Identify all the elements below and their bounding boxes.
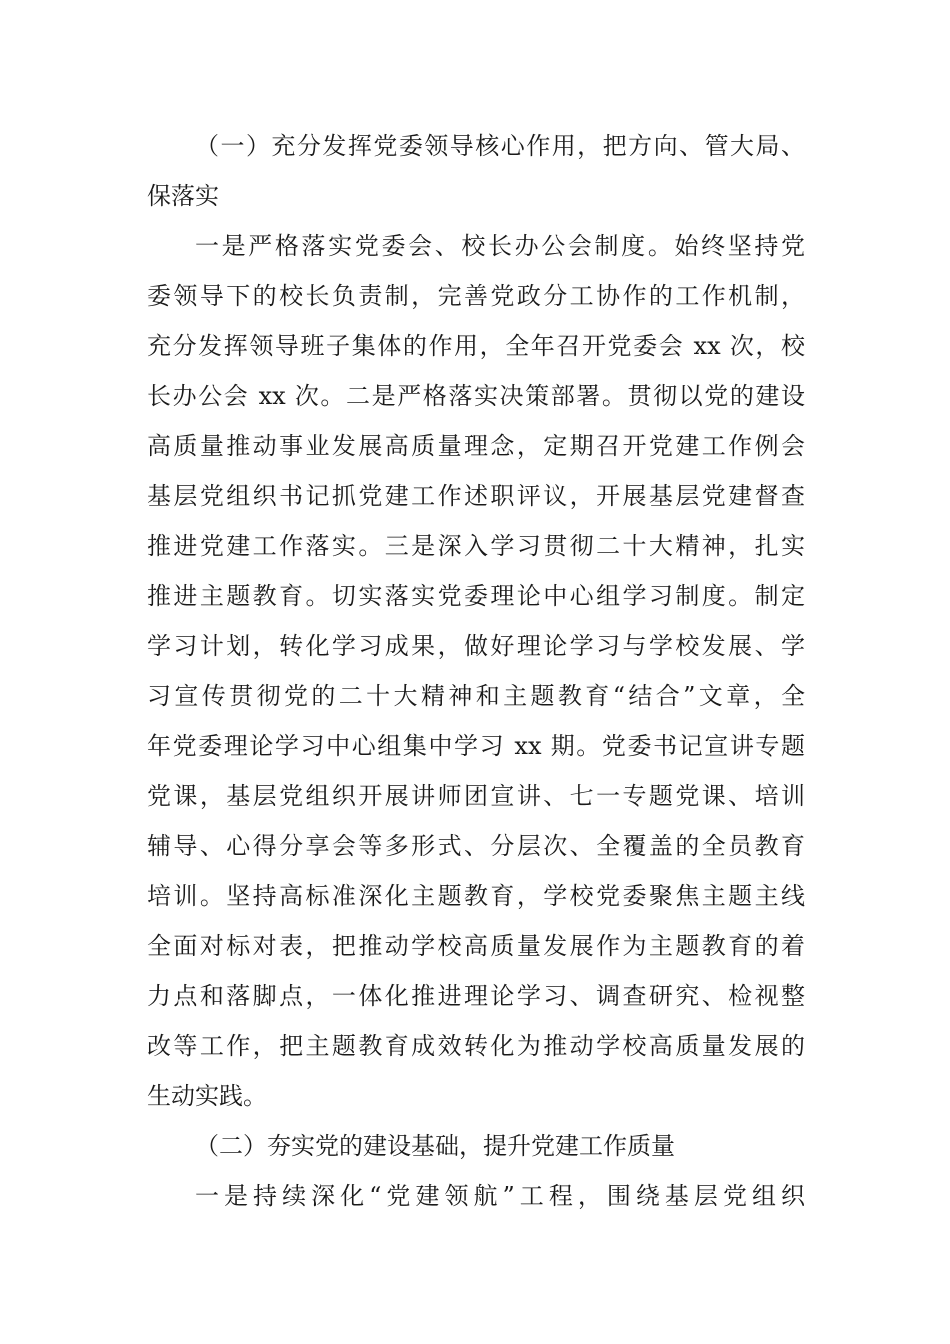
document-body [147, 121, 805, 1221]
section1-paragraph-line: 推进主题教育。切实落实党委理论中心组学习制度。制定 [147, 582, 805, 610]
section1-paragraph-line: 委领导下的校长负责制，完善党政分工协作的工作机制， [147, 282, 805, 310]
section1-paragraph-line: 党课，基层党组织开展讲师团宣讲、七一专题党课、培训 [147, 782, 805, 810]
section1-paragraph-line: 全面对标对表，把推动学校高质量发展作为主题教育的着 [147, 932, 805, 960]
section1-heading-line2: 保落实 [147, 182, 219, 210]
section2-paragraph-line: 一是持续深化“党建领航”工程，围绕基层党组织 [195, 1182, 805, 1210]
section1-paragraph-line: 改等工作，把主题教育成效转化为推动学校高质量发展的 [147, 1032, 805, 1060]
section1-paragraph-line: 学习计划，转化学习成果，做好理论学习与学校发展、学 [147, 632, 805, 660]
section1-paragraph-line: 充分发挥领导班子集体的作用，全年召开党委会 xx 次，校 [147, 332, 805, 360]
section1-paragraph-line: 高质量推动事业发展高质量理念，定期召开党建工作例会 [147, 432, 805, 460]
section1-paragraph-line: 长办公会 xx 次。二是严格落实决策部署。贯彻以党的建设 [147, 382, 805, 410]
section1-paragraph-line: 辅导、心得分享会等多形式、分层次、全覆盖的全员教育 [147, 832, 805, 860]
section1-paragraph-line: 年党委理论学习中心组集中学习 xx 期。党委书记宣讲专题 [147, 732, 805, 760]
section1-paragraph-line: 推进党建工作落实。三是深入学习贯彻二十大精神，扎实 [147, 532, 805, 560]
section1-heading-line1: （一）充分发挥党委领导核心作用，把方向、管大局、 [195, 132, 805, 160]
section2-heading: （二）夯实党的建设基础，提升党建工作质量 [195, 1132, 675, 1160]
section1-paragraph-line: 一是严格落实党委会、校长办公会制度。始终坚持党 [195, 232, 805, 260]
section1-paragraph-line: 习宣传贯彻党的二十大精神和主题教育“结合”文章，全 [147, 682, 805, 710]
section1-paragraph-line: 培训。坚持高标准深化主题教育，学校党委聚焦主题主线 [147, 882, 805, 910]
section1-paragraph-line: 生动实践。 [147, 1082, 267, 1110]
section1-paragraph-line: 力点和落脚点，一体化推进理论学习、调查研究、检视整 [147, 982, 805, 1010]
section1-paragraph-line: 基层党组织书记抓党建工作述职评议，开展基层党建督查 [147, 482, 805, 510]
